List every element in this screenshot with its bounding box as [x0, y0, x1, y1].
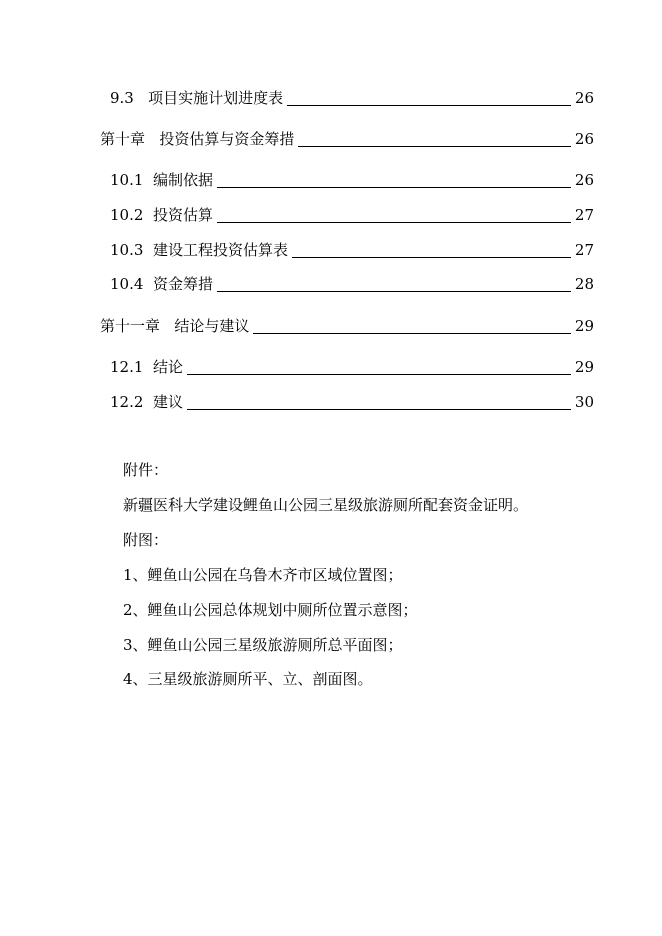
toc-entry-page: 29 — [574, 358, 594, 376]
toc-entry-title: 结论与建议 — [174, 317, 250, 335]
toc-entry-number: 第十一章 — [100, 317, 161, 335]
toc-entry-title: 建议 — [152, 393, 183, 411]
toc-entry-10-2[interactable] — [110, 204, 594, 226]
figures-heading: 附图： — [123, 531, 169, 549]
toc-entry-9-3[interactable] — [110, 87, 594, 109]
toc-leader-line — [187, 373, 571, 375]
toc-entry-title: 项目实施计划进度表 — [148, 89, 284, 107]
toc-entry-page: 26 — [574, 171, 594, 189]
toc-entry-number: 12.1 — [110, 358, 144, 376]
toc-entry-title: 投资估算与资金筹措 — [159, 130, 295, 148]
toc-leader-line — [298, 145, 571, 147]
toc-entry-title: 建设工程投资估算表 — [152, 241, 288, 259]
toc-entry-title: 资金筹措 — [152, 275, 213, 293]
toc-entry-10-1[interactable] — [110, 169, 594, 191]
toc-entry-number: 10.4 — [110, 275, 144, 293]
figure-list-item: 2、鲤鱼山公园总体规划中厕所位置示意图； — [123, 601, 418, 619]
figure-list-item: 3、鲤鱼山公园三星级旅游厕所总平面图； — [123, 636, 403, 654]
toc-entry-page: 26 — [574, 89, 594, 107]
toc-leader-line — [217, 186, 571, 188]
toc-entry-page: 26 — [574, 130, 594, 148]
toc-leader-line — [287, 104, 571, 106]
toc-entry-number: 12.2 — [110, 393, 144, 411]
toc-leader-line — [217, 290, 571, 292]
toc-entry-title: 结论 — [152, 358, 183, 376]
toc-entry-number: 10.3 — [110, 241, 144, 259]
toc-entry-chapter-10[interactable] — [100, 128, 594, 150]
toc-leader-line — [292, 256, 571, 258]
toc-entry-number: 第十章 — [100, 130, 146, 148]
toc-entry-number: 9.3 — [110, 89, 134, 107]
figure-list-item: 1、鲤鱼山公园在乌鲁木齐市区域位置图； — [123, 566, 403, 584]
toc-entry-number: 10.2 — [110, 206, 144, 224]
figure-list-item: 4、三星级旅游厕所平、立、剖面图。 — [123, 670, 373, 688]
toc-entry-page: 28 — [574, 275, 594, 293]
toc-entry-page: 30 — [574, 393, 594, 411]
toc-leader-line — [187, 408, 571, 410]
toc-entry-10-3[interactable] — [110, 239, 594, 261]
attachment-text: 新疆医科大学建设鲤鱼山公园三星级旅游厕所配套资金证明。 — [123, 496, 529, 514]
toc-entry-title: 编制依据 — [152, 171, 213, 189]
toc-entry-number: 10.1 — [110, 171, 144, 189]
toc-leader-line — [253, 332, 571, 334]
toc-entry-12-2[interactable] — [110, 391, 594, 413]
toc-entry-page: 27 — [574, 206, 594, 224]
toc-entry-chapter-11[interactable] — [100, 315, 594, 337]
toc-entry-title: 投资估算 — [152, 206, 213, 224]
toc-entry-12-1[interactable] — [110, 356, 594, 378]
toc-leader-line — [217, 221, 571, 223]
toc-entry-10-4[interactable] — [110, 273, 594, 295]
attachment-heading: 附件： — [123, 461, 169, 479]
toc-entry-page: 27 — [574, 241, 594, 259]
toc-entry-page: 29 — [574, 317, 594, 335]
